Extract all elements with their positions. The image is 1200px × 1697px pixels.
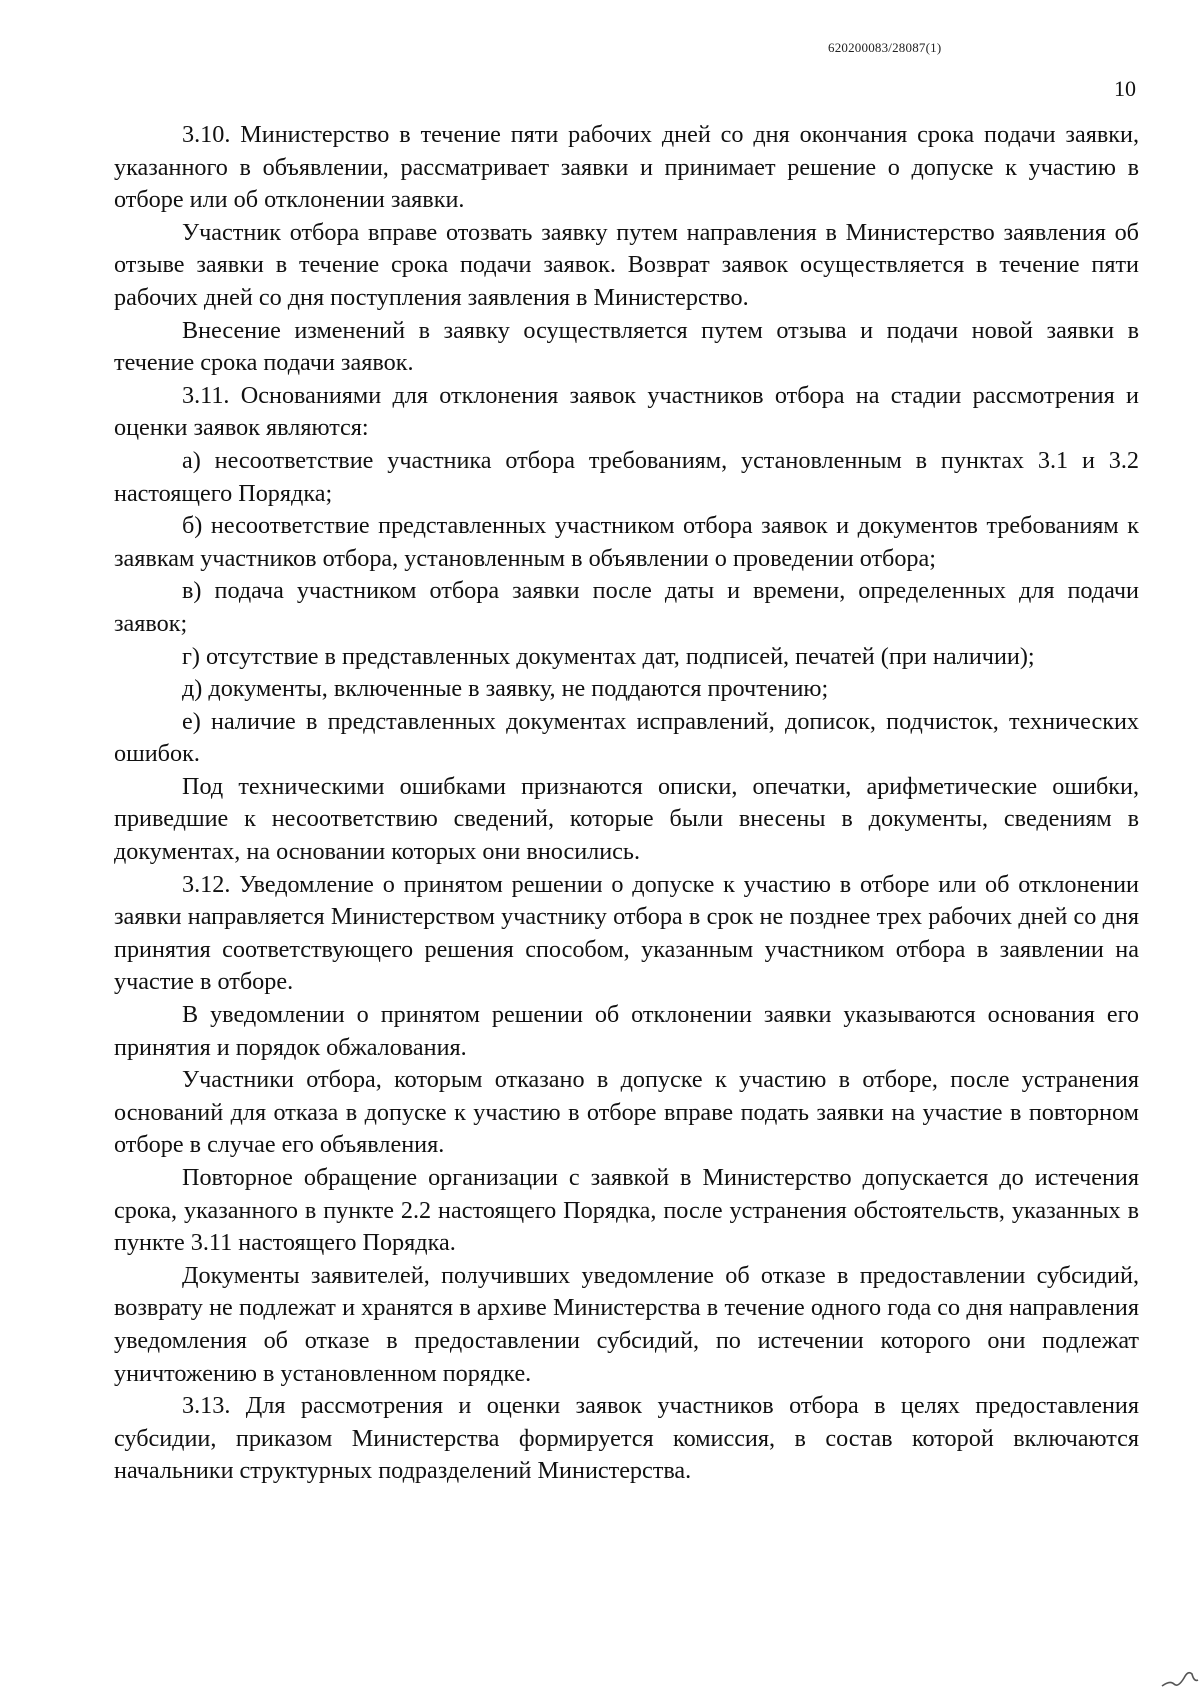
paragraph-amend-application: Внесение изменений в заявку осуществляется путем отзыва и подачи новой заявки в течение срока подачи заявок. — [114, 316, 1139, 377]
paragraph-repeat-application: Повторное обращение организации с заявкой в Министерство допускается до истечения срока, указанного в пункте 2.2 настоящего Порядка, после устранения обстоятельств, указанных в пункте 3.11 настоящего Порядка. — [114, 1164, 1139, 1257]
list-item-b: б) несоответствие представленных участником отбора заявок и документов требованиям к заявкам участников отбора, установленным в объявлении о проведении отбора; — [114, 512, 1139, 572]
paragraph-3-13: 3.13. Для рассмотрения и оценки заявок участников отбора в целях предоставления субсидии, приказом Министерства формируется комиссия, в состав которой включаются начальники структурных подразделений Министерства. — [114, 1392, 1139, 1485]
paragraph-3-11: 3.11. Основаниями для отклонения заявок участников отбора на стадии рассмотрения и оценки заявок являются: — [114, 381, 1139, 442]
paragraph-withdraw-application: Участник отбора вправе отозвать заявку путем направления в Министерство заявления об отзыве заявки в течение срока подачи заявок. Возврат заявок осуществляется в течение пяти рабочих дней со дня поступления заявления в Министерство. — [114, 218, 1139, 311]
paragraph-technical-errors: Под техническими ошибками признаются описки, опечатки, арифметические ошибки, приведшие к несоответствию сведений, которые были внесены в документы, сведениям в документах, на основании которых они вносились. — [114, 772, 1139, 866]
page-number: 10 — [1114, 76, 1136, 101]
list-item-e: е) наличие в представленных документах исправлений, дописок, подчисток, технических ошибок. — [114, 707, 1139, 768]
list-item-v: в) подача участником отбора заявки после даты и времени, определенных для подачи заявок; — [114, 577, 1139, 637]
paragraph-rejection-notice: В уведомлении о принятом решении об отклонении заявки указываются основания его принятия и порядок обжалования. — [114, 1001, 1139, 1061]
list-item-d: д) документы, включенные в заявку, не поддаются прочтению; — [182, 675, 829, 703]
document-body — [114, 119, 1139, 1488]
document-id: 620200083/28087(1) — [828, 40, 942, 55]
handwritten-mark-icon — [1160, 1660, 1200, 1690]
paragraph-3-12: 3.12. Уведомление о принятом решении о допуске к участию в отборе или об отклонении заявки направляется Министерством участнику отбора в срок не позднее трех рабочих дней со дня принятия соответствующего решения способом, указанным участником отбора в заявлении на участие в отборе. — [114, 870, 1139, 996]
paragraph-document-archive: Документы заявителей, получивших уведомление об отказе в предоставлении субсидий, возврату не подлежат и хранятся в архиве Министерства в течение одного года со дня направления уведомления об отказе в предоставлении субсидий, по истечении которого они подлежат уничтожению в установленном порядке. — [114, 1261, 1139, 1387]
paragraph-repeat-selection: Участники отбора, которым отказано в допуске к участию в отборе, после устранения оснований для отказа в допуске к участию в отборе вправе подать заявки на участие в повторном отборе в случае его объявления. — [114, 1066, 1139, 1159]
list-item-a: а) несоответствие участника отбора требованиям, установленным в пунктах 3.1 и 3.2 настоящего Порядка; — [114, 446, 1139, 507]
paragraph-3-10: 3.10. Министерство в течение пяти рабочих дней со дня окончания срока подачи заявки, указанного в объявлении, рассматривает заявки и принимает решение о допуске к участию в отборе или об отклонении заявки. — [114, 121, 1139, 214]
list-item-g: г) отсутствие в представленных документах дат, подписей, печатей (при наличии); — [182, 642, 1035, 670]
